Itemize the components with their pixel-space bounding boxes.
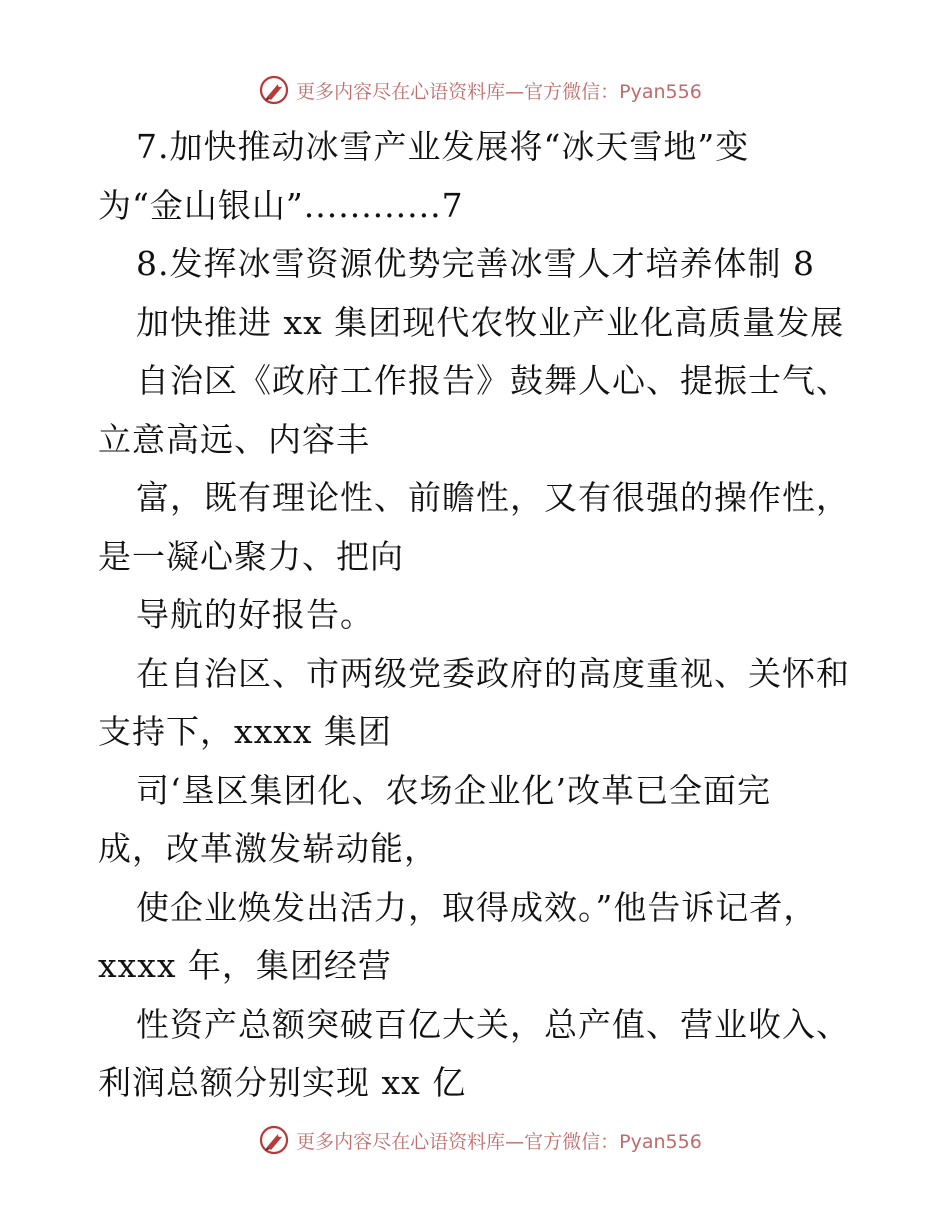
text-line: 8.发挥冰雪资源优势完善冰雪人才培养体制 8 xyxy=(136,244,815,283)
text-line: 自治区《政府工作报告》鼓舞人心、提振士气、 xyxy=(136,361,850,400)
text-line: 支持下，xxxx 集团 xyxy=(98,712,392,751)
text-line: 为“金山银山”............7 xyxy=(98,185,464,225)
text-line: 性资产总额突破百亿大关，总产值、营业收入、 xyxy=(136,1004,850,1044)
text-line: 加快推进 xx 集团现代农牧业产业化高质量发展 xyxy=(136,302,845,342)
document-body xyxy=(98,118,858,1113)
pen-logo-icon xyxy=(258,74,290,106)
text-line: 导航的好报告。 xyxy=(136,595,374,634)
header-banner xyxy=(0,70,950,110)
banner-content xyxy=(258,1124,702,1156)
text-line: 7.加快推动冰雪产业发展将“冰天雪地”变 xyxy=(136,127,750,166)
banner-text: 更多内容尽在心语资料库—官方微信：Pyan556 xyxy=(296,80,702,103)
text-line: 司‘垦区集团化、农场企业化’改革已全面完 xyxy=(136,770,771,810)
text-line: xxxx 年，集团经营 xyxy=(98,946,392,985)
text-line: 成，改革激发崭动能， xyxy=(98,829,438,868)
banner-content xyxy=(258,74,702,106)
pen-logo-icon xyxy=(258,1124,290,1156)
footer-banner xyxy=(0,1120,950,1160)
text-line: 在自治区、市两级党委政府的高度重视、关怀和 xyxy=(136,653,850,693)
text-line: 立意高远、内容丰 xyxy=(98,419,370,459)
text-line: 富，既有理论性、前瞻性，又有很强的操作性， xyxy=(136,478,850,517)
text-line: 是一凝心聚力、把向 xyxy=(98,536,404,576)
banner-text: 更多内容尽在心语资料库—官方微信：Pyan556 xyxy=(296,1130,702,1153)
text-line: 利润总额分别实现 xx 亿 xyxy=(98,1063,467,1102)
text-line: 使企业焕发出活力，取得成效。”他告诉记者， xyxy=(136,887,818,927)
